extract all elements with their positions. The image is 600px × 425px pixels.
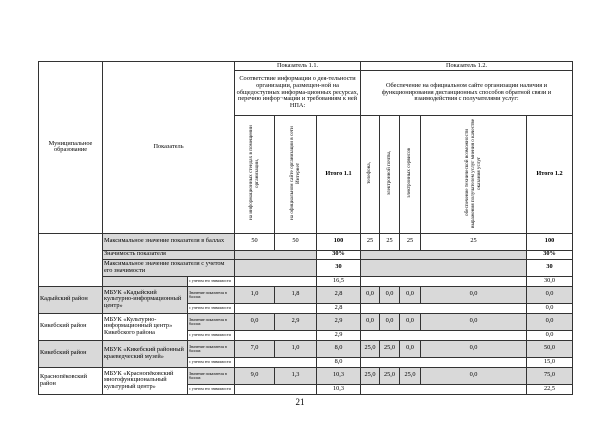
value-cell: 0,0 [421,340,527,357]
value-label: Значение показателя в баллах [188,367,235,384]
value-cell: 0,0 [380,313,400,330]
organization-cell: МБУК «Кадыйский культурно-информационный центр» [103,286,188,313]
weighted-cell: 2,9 [317,330,361,340]
value-cell: 1,8 [275,286,317,303]
summary-value: 25 [361,233,380,250]
group2-description: Обеспечение на официальном сайте организации наличия и функционирования дистанционных способов обратной связи и взаимодействия с получателями услуг: [361,71,573,116]
organization-cell: МБУК «Кикебский районный краеведческий музей» [103,340,188,367]
table-row [39,286,573,303]
summary-label: Значимость показателя [103,250,235,259]
value-cell: 0,0 [400,286,421,303]
value-cell: 0,0 [400,340,421,357]
weighted-cell: 2,8 [317,303,361,313]
weighted-cell: 0,0 [527,303,573,313]
value-cell: 0,0 [380,286,400,303]
value-cell: 2,9 [275,313,317,330]
value-cell: 7,0 [235,340,275,357]
value-cell: 25,0 [400,367,421,384]
summary-value: 100 [317,233,361,250]
rating-table [38,61,573,395]
col-total-1-1: Итого 1.1 [317,116,361,234]
summary-value: 100 [527,233,573,250]
indicator-header: Показатель [103,62,235,234]
municipality-cell: Кадыйский район [39,286,103,313]
value-cell: 0,0 [400,313,421,330]
weighted-cell: 8,0 [317,357,361,367]
value-label: Значение показателя в баллах [188,340,235,357]
summary-value: 30 [317,259,361,276]
value-cell: 75,0 [527,367,573,384]
municipality-cell: Кикебский район [39,313,103,340]
value-cell: 0,0 [527,286,573,303]
col-e-services: электронных сервисов [406,148,413,198]
summary-value: 25 [400,233,421,250]
value-cell: 2,9 [317,313,361,330]
weighted-label: с учетом его значимости [188,276,235,286]
value-cell: 0,0 [421,286,527,303]
table-row [39,313,573,330]
group1-title: Показатель 1.1. [235,62,361,71]
page-number: 21 [295,397,305,407]
value-cell: 1,3 [275,367,317,384]
value-cell: 2,8 [317,286,361,303]
summary-value: 25 [421,233,527,250]
table-row [39,367,573,384]
organization-cell: МБУК «Краснопёковский многофункциональный культурный центр» [103,367,188,394]
summary-value: 50 [275,233,317,250]
weighted-cell: 15,0 [527,357,573,367]
value-cell: 0,0 [235,313,275,330]
summary-value: 16,5 [317,276,361,286]
group2-title: Показатель 1.2. [361,62,573,71]
summary-value: 25 [380,233,400,250]
value-cell: 0,0 [421,313,527,330]
value-cell: 25,0 [380,340,400,357]
value-cell: 0,0 [361,286,380,303]
weighted-label: с учетом его значимости [188,303,235,313]
weighted-cell: 22,5 [527,384,573,394]
summary-value: 50 [235,233,275,250]
organization-cell: МБУК «Культурно-информационный центр» Кикебского района [103,313,188,340]
value-cell: 1,0 [275,340,317,357]
weighted-label: с учетом его значимости [188,330,235,340]
col-website: на официальном сайте организации в сети Интернет [288,126,301,220]
weighted-label: с учетом его значимости [188,384,235,394]
summary-row-max-weighted [39,259,573,276]
summary-row-significance [39,250,573,259]
summary-row-weighted [39,276,573,286]
col-email: электронной почты, [385,150,392,196]
value-label: Значение показателя в баллах [188,313,235,330]
weighted-label: с учетом его значимости [188,357,235,367]
table-row [39,340,573,357]
municipal-header: Муниципальное образование [39,62,103,234]
value-cell: 50,0 [527,340,573,357]
value-label: Значение показателя в баллах [188,286,235,303]
weighted-cell: 10,3 [317,384,361,394]
value-cell: 25,0 [380,367,400,384]
value-cell: 0,0 [421,367,527,384]
value-cell: 9,0 [235,367,275,384]
col-stands: на информационных стендах в помещении организации, [247,125,260,221]
summary-value: 30% [527,250,573,259]
value-cell: 1,0 [235,286,275,303]
group1-description: Соответствие информации о дея-тельности организации, размещен-ной на общедоступных информа-ционных ресурсах, перечню инфор¬мации и требованиям к ней НПА: [235,71,361,116]
summary-value: 30 [527,259,573,276]
col-total-1-2: Итого 1.2 [527,116,573,234]
value-cell: 25,0 [361,367,380,384]
value-cell: 8,0 [317,340,361,357]
weighted-cell: 0,0 [527,330,573,340]
value-cell: 25,0 [361,340,380,357]
summary-value: 30,0 [527,276,573,286]
summary-label: Максимальное значение показателя в баллах [103,233,235,250]
col-phone: телефона, [366,162,373,184]
municipality-cell: Краснопёковский район [39,367,103,394]
col-feedback-opinion: обеспечение технической возможности выражения получателем услуг мнения о качестве оказания услуг [463,118,482,228]
municipality-cell: Кикебский район [39,340,103,367]
summary-label: Максимальное значение показателя с учетом его значимости [103,259,235,276]
value-cell: 0,0 [527,313,573,330]
summary-row-max [39,233,573,250]
value-cell: 0,0 [361,313,380,330]
value-cell: 10,3 [317,367,361,384]
summary-value: 30% [317,250,361,259]
